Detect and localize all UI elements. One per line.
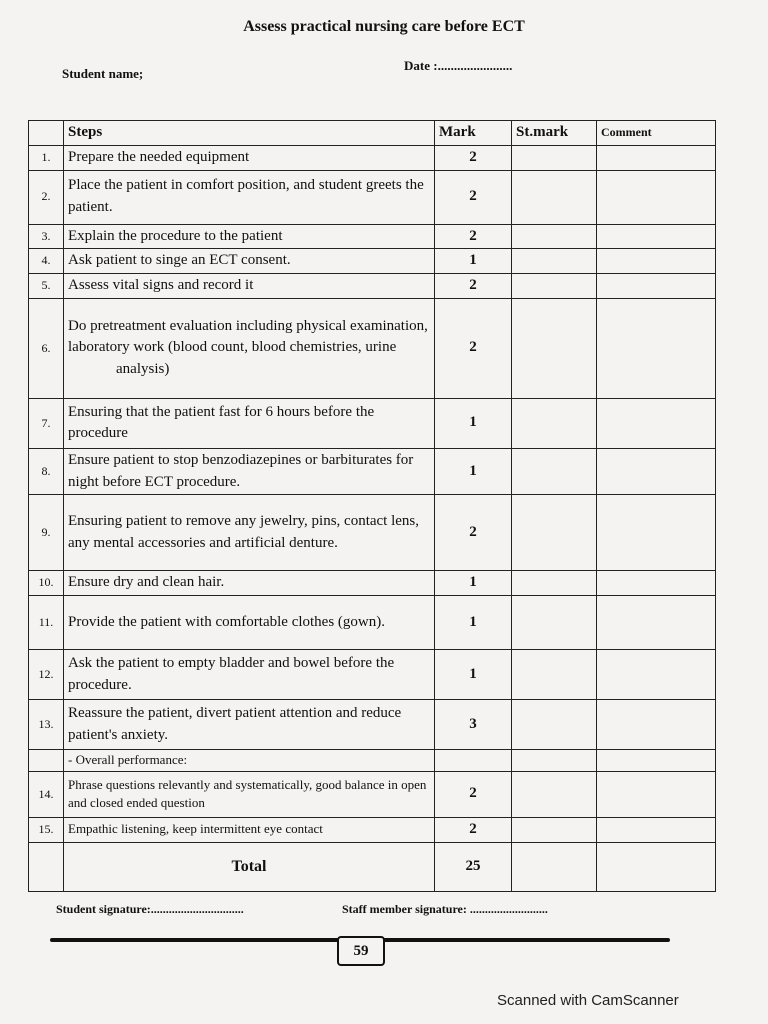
row-student-mark-cell[interactable] xyxy=(512,170,597,224)
staff-signature-field: Staff member signature: .......................... xyxy=(342,902,548,916)
row-number: 1. xyxy=(29,145,64,170)
table-row xyxy=(29,145,716,170)
section-row xyxy=(29,750,716,772)
student-signature-field: Student signature:............................... xyxy=(56,902,244,916)
row-comment-cell[interactable] xyxy=(597,771,716,817)
header-comment: Comment xyxy=(597,121,716,146)
row-student-mark-cell[interactable] xyxy=(512,298,597,398)
table-row xyxy=(29,274,716,299)
row-student-mark-cell[interactable] xyxy=(512,249,597,274)
row-student-mark-cell[interactable] xyxy=(512,817,597,842)
row-step: Explain the procedure to the patient xyxy=(64,224,435,249)
row-step: Place the patient in comfort position, and student greets the patient. xyxy=(64,170,435,224)
row-number: 6. xyxy=(29,298,64,398)
row-step-tail: analysis) xyxy=(116,361,170,378)
row-number: 14. xyxy=(29,771,64,817)
row-student-mark-cell[interactable] xyxy=(512,224,597,249)
table-row xyxy=(29,170,716,224)
table-row xyxy=(29,571,716,596)
row-mark: 3 xyxy=(435,700,512,750)
row-student-mark-cell[interactable] xyxy=(512,274,597,299)
row-mark: 2 xyxy=(435,274,512,299)
row-student-mark-cell[interactable] xyxy=(512,650,597,700)
row-number: 7. xyxy=(29,398,64,448)
table-row xyxy=(29,700,716,750)
header-steps: Steps xyxy=(64,121,435,146)
row-step: Phrase questions relevantly and systematically, good balance in open and closed ended question xyxy=(64,771,435,817)
table-row xyxy=(29,771,716,817)
table-row xyxy=(29,650,716,700)
row-comment-cell[interactable] xyxy=(597,448,716,495)
scanner-watermark: Scanned with CamScanner xyxy=(497,992,679,1009)
row-mark: 1 xyxy=(435,448,512,495)
row-student-mark-cell[interactable] xyxy=(512,596,597,650)
row-mark: 1 xyxy=(435,571,512,596)
row-number: 10. xyxy=(29,571,64,596)
row-student-mark-cell[interactable] xyxy=(512,448,597,495)
row-comment-cell[interactable] xyxy=(597,650,716,700)
row-number: 2. xyxy=(29,170,64,224)
row-comment-cell[interactable] xyxy=(597,495,716,571)
row-student-mark-cell[interactable] xyxy=(512,145,597,170)
header-number xyxy=(29,121,64,146)
row-comment-cell[interactable] xyxy=(597,700,716,750)
row-mark: 2 xyxy=(435,145,512,170)
row-number: 3. xyxy=(29,224,64,249)
table-row xyxy=(29,817,716,842)
row-comment-cell[interactable] xyxy=(597,571,716,596)
table-row xyxy=(29,398,716,448)
row-comment-cell[interactable] xyxy=(597,145,716,170)
row-step: Ensure dry and clean hair. xyxy=(64,571,435,596)
row-number: 4. xyxy=(29,249,64,274)
total-value: 25 xyxy=(435,842,512,891)
date-label: Date :....................... xyxy=(404,58,513,73)
section-mark-cell xyxy=(435,750,512,772)
table-row xyxy=(29,596,716,650)
assessment-table xyxy=(28,120,716,892)
row-mark: 1 xyxy=(435,398,512,448)
row-mark: 2 xyxy=(435,771,512,817)
student-name-label: Student name; xyxy=(62,66,144,81)
row-step: Ensuring that the patient fast for 6 hours before the procedure xyxy=(64,398,435,448)
row-step: Provide the patient with comfortable clothes (gown). xyxy=(64,596,435,650)
row-mark: 1 xyxy=(435,650,512,700)
table-row xyxy=(29,448,716,495)
row-student-mark-cell[interactable] xyxy=(512,571,597,596)
section-student-mark-cell xyxy=(512,750,597,772)
row-comment-cell[interactable] xyxy=(597,274,716,299)
row-comment-cell[interactable] xyxy=(597,398,716,448)
row-comment-cell[interactable] xyxy=(597,298,716,398)
header-student-mark: St.mark xyxy=(512,121,597,146)
total-number-cell xyxy=(29,842,64,891)
row-mark: 2 xyxy=(435,817,512,842)
total-label: Total xyxy=(64,842,435,891)
row-number: 5. xyxy=(29,274,64,299)
row-step: Reassure the patient, divert patient attention and reduce patient's anxiety. xyxy=(64,700,435,750)
page-number: 59 xyxy=(337,936,385,966)
row-number: 15. xyxy=(29,817,64,842)
row-step: Assess vital signs and record it xyxy=(64,274,435,299)
table-row xyxy=(29,249,716,274)
header-mark: Mark xyxy=(435,121,512,146)
row-mark: 2 xyxy=(435,224,512,249)
table-header-row xyxy=(29,121,716,146)
row-comment-cell[interactable] xyxy=(597,224,716,249)
table-row xyxy=(29,224,716,249)
row-number: 8. xyxy=(29,448,64,495)
row-step: Prepare the needed equipment xyxy=(64,145,435,170)
row-step-cell xyxy=(64,298,435,398)
row-step: Do pretreatment evaluation including physical examination, laboratory work (blood count, blood chemistries, urine xyxy=(68,317,428,356)
row-step: Ensuring patient to remove any jewelry, pins, contact lens, any mental accessories and artificial denture. xyxy=(64,495,435,571)
row-student-mark-cell[interactable] xyxy=(512,700,597,750)
row-student-mark-cell[interactable] xyxy=(512,771,597,817)
row-mark: 2 xyxy=(435,495,512,571)
total-student-mark-cell[interactable] xyxy=(512,842,597,891)
row-step: Ask the patient to empty bladder and bowel before the procedure. xyxy=(64,650,435,700)
table-row xyxy=(29,495,716,571)
row-comment-cell[interactable] xyxy=(597,817,716,842)
row-mark: 1 xyxy=(435,249,512,274)
row-student-mark-cell[interactable] xyxy=(512,495,597,571)
row-comment-cell[interactable] xyxy=(597,249,716,274)
row-comment-cell[interactable] xyxy=(597,596,716,650)
total-row xyxy=(29,842,716,891)
row-mark: 2 xyxy=(435,170,512,224)
row-mark: 2 xyxy=(435,298,512,398)
row-number: 13. xyxy=(29,700,64,750)
page-title: Assess practical nursing care before ECT xyxy=(243,18,525,35)
row-number: 12. xyxy=(29,650,64,700)
row-comment-cell[interactable] xyxy=(597,170,716,224)
section-comment-cell xyxy=(597,750,716,772)
row-number: 9. xyxy=(29,495,64,571)
row-student-mark-cell[interactable] xyxy=(512,398,597,448)
section-label: - Overall performance: xyxy=(64,750,435,772)
row-step: Ask patient to singe an ECT consent. xyxy=(64,249,435,274)
table-row xyxy=(29,298,716,398)
row-mark: 1 xyxy=(435,596,512,650)
section-number-cell xyxy=(29,750,64,772)
total-comment-cell[interactable] xyxy=(597,842,716,891)
row-number: 11. xyxy=(29,596,64,650)
row-step: Ensure patient to stop benzodiazepines or barbiturates for night before ECT procedure. xyxy=(64,448,435,495)
row-step: Empathic listening, keep intermittent eye contact xyxy=(64,817,435,842)
